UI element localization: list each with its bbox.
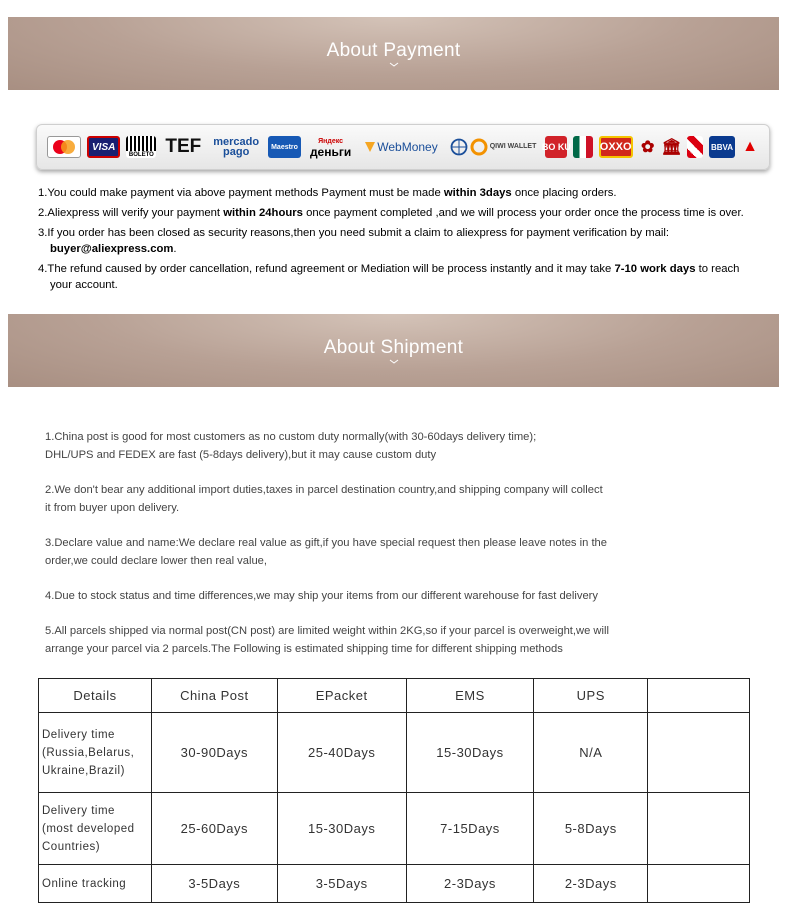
shipment-title: About Shipment xyxy=(323,336,464,358)
table-row xyxy=(39,793,750,865)
shipment-banner xyxy=(8,314,779,387)
shipment-notes xyxy=(45,428,685,675)
visa-logo: VISA xyxy=(87,136,120,158)
payment-item-3-text: 3.If you order has been closed as security reasons,then you need submit a claim to aliexpress for payment verification by mail: xyxy=(38,227,670,239)
table-cell: 30-90Days xyxy=(151,713,277,793)
payment-item-3 xyxy=(38,225,778,257)
boku-logo: BO KU xyxy=(545,136,567,158)
table-cell: 5-8Days xyxy=(534,793,648,865)
table-cell xyxy=(648,793,750,865)
payment-item-4-emphasis: 7-10 work days xyxy=(614,263,696,275)
table-cell: 7-15Days xyxy=(406,793,534,865)
boleto-logo: BOLETO xyxy=(126,136,156,158)
tef-logo: TEF xyxy=(165,136,202,157)
table-header-cell: China Post xyxy=(151,679,277,713)
table-header-cell: UPS xyxy=(534,679,648,713)
qiwi-word: QIWI WALLET xyxy=(489,143,537,150)
verification-email-link[interactable]: buyer@aliexpress.com xyxy=(50,243,174,255)
payment-item-1-emphasis: within 3days xyxy=(443,187,512,199)
qiwi-logo xyxy=(447,136,540,158)
table-cell: 3-5Days xyxy=(151,865,277,903)
payment-methods-strip xyxy=(36,124,770,170)
payment-title: About Payment xyxy=(326,39,461,61)
chevron-down-icon xyxy=(389,357,399,367)
mercado-word: mercado xyxy=(213,136,260,148)
bbva-logo: BBVA xyxy=(709,136,735,158)
shipment-note: 3.Declare value and name:We declare real value as gift,if you have special request then please leave notes in the order,we could declare lower then real value, xyxy=(45,537,607,567)
table-header-cell: EPacket xyxy=(277,679,406,713)
qiwi-icon xyxy=(470,138,488,156)
payment-terms xyxy=(38,185,778,297)
yandex-word: Яндекс xyxy=(318,138,344,145)
table-cell: 15-30Days xyxy=(277,793,406,865)
table-cell xyxy=(648,713,750,793)
table-cell: 25-40Days xyxy=(277,713,406,793)
table-header-cell: EMS xyxy=(406,679,534,713)
shipment-note: 2.We don't bear any additional import duties,taxes in parcel destination country,and shipping company will collect it from buyer upon delivery. xyxy=(45,484,603,514)
oxxo-logo: OXXO xyxy=(599,136,633,158)
payment-item-3-tail: . xyxy=(173,243,177,255)
bank-flower-icon: ✿ xyxy=(640,139,655,156)
table-row xyxy=(39,865,750,903)
table-row-label: Delivery time (most developed Countries) xyxy=(39,793,152,865)
mexico-flag-icon xyxy=(573,136,592,158)
payment-item-4 xyxy=(38,261,778,293)
table-cell: 15-30Days xyxy=(406,713,534,793)
chevron-down-icon xyxy=(389,60,399,70)
table-row-label: Delivery time (Russia,Belarus, Ukraine,Brazil) xyxy=(39,713,152,793)
payment-item-1 xyxy=(38,185,778,201)
payment-item-2 xyxy=(38,205,778,221)
dengi-word: деньги xyxy=(309,145,352,159)
webmoney-logo xyxy=(360,136,440,158)
shipment-note: 4.Due to stock status and time differences,we may ship your items from our different warehouse for fast delivery xyxy=(45,590,598,602)
payment-item-4-text: 4.The refund caused by order cancellation, refund agreement or Mediation will be process instantly and it may take xyxy=(38,263,615,275)
table-row xyxy=(39,713,750,793)
mercadopago-logo xyxy=(210,136,262,158)
shipping-time-table xyxy=(38,678,750,903)
payment-item-4-tail: to reach xyxy=(695,263,740,275)
table-cell: 3-5Days xyxy=(277,865,406,903)
table-header-cell xyxy=(648,679,750,713)
payment-banner xyxy=(8,17,779,90)
table-cell: 2-3Days xyxy=(534,865,648,903)
table-cell xyxy=(648,865,750,903)
webmoney-icon xyxy=(363,140,377,154)
payment-item-1-text: 1.You could make payment via above payment methods Payment must be made xyxy=(38,187,444,199)
payment-item-4-end: your account. xyxy=(50,279,118,291)
table-cell: 2-3Days xyxy=(406,865,534,903)
table-header-row xyxy=(39,679,750,713)
mastercard-logo xyxy=(47,136,81,158)
table-row-label: Online tracking xyxy=(39,865,152,903)
maestro-logo: Maestro xyxy=(268,136,301,158)
table-cell: N/A xyxy=(534,713,648,793)
table-cell: 25-60Days xyxy=(151,793,277,865)
pago-word: pago xyxy=(223,146,250,158)
bank-building-icon: 🏛 xyxy=(661,139,682,156)
payment-item-2-emphasis: within 24hours xyxy=(223,207,303,219)
hsbc-logo xyxy=(687,136,703,158)
shipment-note: 1.China post is good for most customers as no custom duty normally(with 30-60days delivery time); DHL/UPS and FEDEX are fast (5-8days delivery),but it may cause custom duty xyxy=(45,431,537,461)
webmoney-word: WebMoney xyxy=(377,140,438,154)
shipment-note: 5.All parcels shipped via normal post(CN post) are limited weight within 2KG,so if your parcel is overweight,we will arrange your parcel via 2 parcels.The Following is estimated shipping time for different shipping methods xyxy=(45,625,609,655)
payment-item-2-tail: once payment completed ,and we will process your order once the process time is over. xyxy=(302,207,744,219)
table-header-cell: Details xyxy=(39,679,152,713)
payment-item-1-tail: once placing orders. xyxy=(511,187,617,199)
globe-icon xyxy=(450,138,468,156)
payment-item-2-text: 2.Aliexpress will verify your payment xyxy=(38,207,224,219)
yandex-money-logo xyxy=(307,136,354,158)
santander-flame-icon: ▲ xyxy=(742,138,758,155)
